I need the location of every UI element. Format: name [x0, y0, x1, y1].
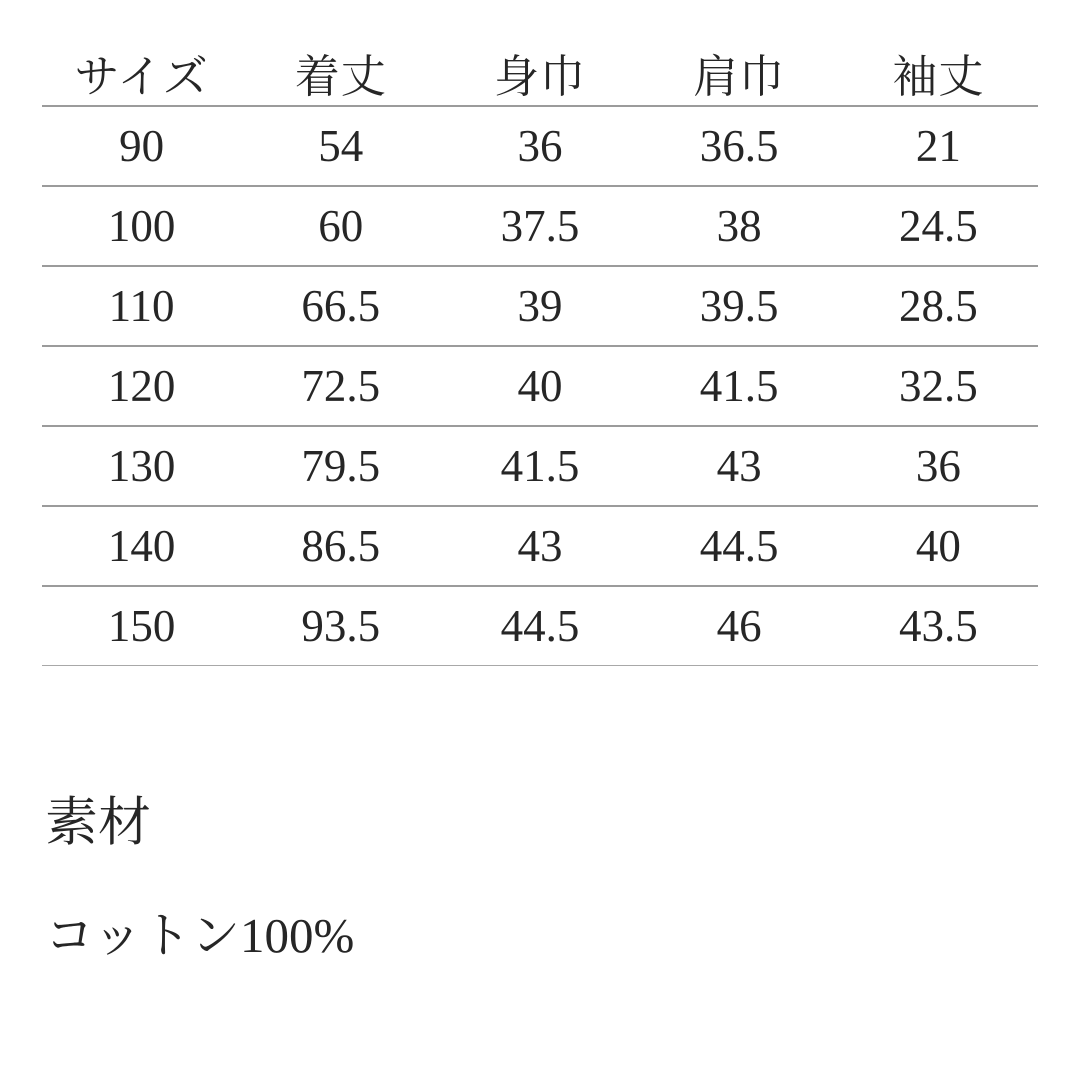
cell-sleeve: 21	[839, 106, 1038, 186]
cell-size: 150	[42, 586, 241, 666]
cell-sleeve: 36	[839, 426, 1038, 506]
cell-sleeve: 40	[839, 506, 1038, 586]
cell-sleeve: 32.5	[839, 346, 1038, 426]
cell-length: 93.5	[241, 586, 440, 666]
cell-shoulder: 44.5	[640, 506, 839, 586]
cell-width: 37.5	[440, 186, 639, 266]
cell-sleeve: 43.5	[839, 586, 1038, 666]
cell-width: 36	[440, 106, 639, 186]
table-row	[42, 426, 1038, 506]
column-header-sleeve: 袖丈	[839, 40, 1038, 106]
size-spec-table	[42, 40, 1038, 666]
table-row	[42, 266, 1038, 346]
cell-size: 90	[42, 106, 241, 186]
cell-shoulder: 43	[640, 426, 839, 506]
cell-length: 79.5	[241, 426, 440, 506]
table-header-row	[42, 40, 1038, 106]
table-row	[42, 586, 1038, 666]
cell-length: 54	[241, 106, 440, 186]
table-row	[42, 186, 1038, 266]
cell-size: 100	[42, 186, 241, 266]
cell-shoulder: 36.5	[640, 106, 839, 186]
cell-shoulder: 46	[640, 586, 839, 666]
column-header-width: 身巾	[440, 40, 639, 106]
cell-width: 39	[440, 266, 639, 346]
column-header-shoulder: 肩巾	[640, 40, 839, 106]
table-row	[42, 506, 1038, 586]
cell-length: 66.5	[241, 266, 440, 346]
column-header-size: サイズ	[42, 40, 241, 106]
cell-shoulder: 41.5	[640, 346, 839, 426]
cell-width: 40	[440, 346, 639, 426]
table-row	[42, 106, 1038, 186]
cell-length: 60	[241, 186, 440, 266]
cell-width: 43	[440, 506, 639, 586]
cell-shoulder: 38	[640, 186, 839, 266]
material-value: コットン100%	[45, 908, 355, 964]
cell-width: 44.5	[440, 586, 639, 666]
cell-size: 130	[42, 426, 241, 506]
cell-width: 41.5	[440, 426, 639, 506]
cell-sleeve: 24.5	[839, 186, 1038, 266]
cell-size: 140	[42, 506, 241, 586]
cell-size: 120	[42, 346, 241, 426]
material-heading: 素材	[45, 794, 151, 852]
cell-shoulder: 39.5	[640, 266, 839, 346]
cell-length: 72.5	[241, 346, 440, 426]
column-header-length: 着丈	[241, 40, 440, 106]
cell-sleeve: 28.5	[839, 266, 1038, 346]
cell-length: 86.5	[241, 506, 440, 586]
table-row	[42, 346, 1038, 426]
cell-size: 110	[42, 266, 241, 346]
